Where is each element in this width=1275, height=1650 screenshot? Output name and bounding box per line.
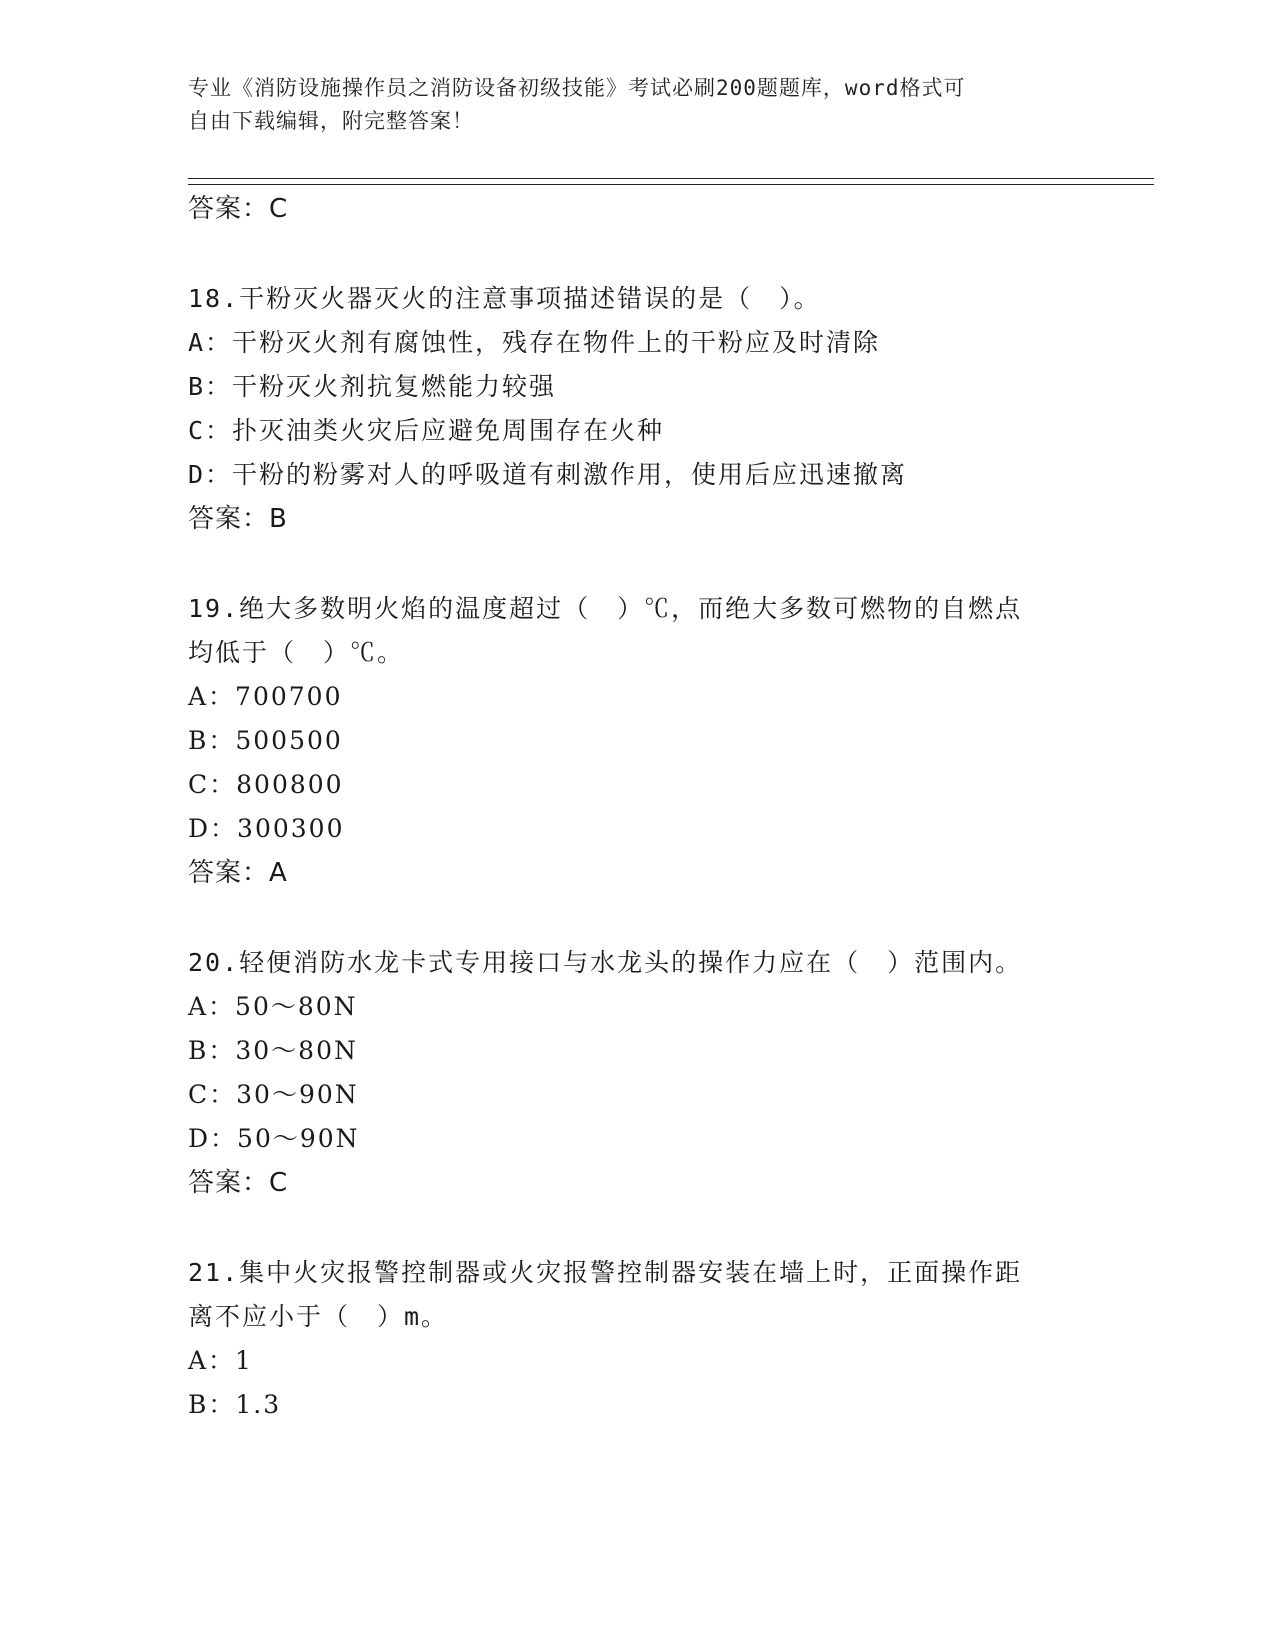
question-19-stem-line-1: 19.绝大多数明火焰的温度超过（ ）℃，而绝大多数可燃物的自燃点 <box>188 594 1023 623</box>
question-20-stem: 20.轻便消防水龙卡式专用接口与水龙头的操作力应在（ ）范围内。 <box>188 948 1023 977</box>
question-18-answer: 答案：B <box>188 504 288 534</box>
question-18-option-b: B：干粉灭火剂抗复燃能力较强 <box>188 372 557 401</box>
question-21-option-b: B：1.3 <box>188 1390 282 1419</box>
question-20-option-d: D：50～90N <box>188 1124 360 1153</box>
document-header <box>188 72 1088 138</box>
question-20-answer: 答案：C <box>188 1168 289 1198</box>
question-18-option-c: C：扑灭油类火灾后应避免周围存在火种 <box>188 416 665 445</box>
answer-line: 答案：C <box>188 194 289 224</box>
question-21-stem-line-1: 21.集中火灾报警控制器或火灾报警控制器安装在墙上时，正面操作距 <box>188 1258 1023 1287</box>
question-20-option-c: C：30～90N <box>188 1080 359 1109</box>
question-20-option-a: A：50～80N <box>188 992 358 1021</box>
header-line-2: 自由下载编辑，附完整答案！ <box>188 109 474 133</box>
question-19-answer: 答案：A <box>188 858 288 888</box>
question-20-option-b: B：30～80N <box>188 1036 358 1065</box>
header-line-1: 专业《消防设施操作员之消防设备初级技能》考试必刷200题题库，word格式可 <box>188 76 966 100</box>
question-19-option-c: C：800800 <box>188 770 344 799</box>
header-divider <box>188 178 1154 185</box>
question-19-option-b: B：500500 <box>188 726 343 755</box>
question-18-stem: 18.干粉灭火器灭火的注意事项描述错误的是（ ）。 <box>188 284 821 313</box>
question-19-stem-line-2: 均低于（ ）℃。 <box>188 638 405 667</box>
question-19-option-d: D：300300 <box>188 814 345 843</box>
question-18-option-d: D：干粉的粉雾对人的呼吸道有刺激作用，使用后应迅速撤离 <box>188 460 908 489</box>
question-19-option-a: A：700700 <box>188 682 343 711</box>
question-18-option-a: A：干粉灭火剂有腐蚀性，残存在物件上的干粉应及时清除 <box>188 328 881 357</box>
question-21-stem-line-2: 离不应小于（ ）m。 <box>188 1302 449 1331</box>
question-21-option-a: A：1 <box>188 1346 253 1375</box>
